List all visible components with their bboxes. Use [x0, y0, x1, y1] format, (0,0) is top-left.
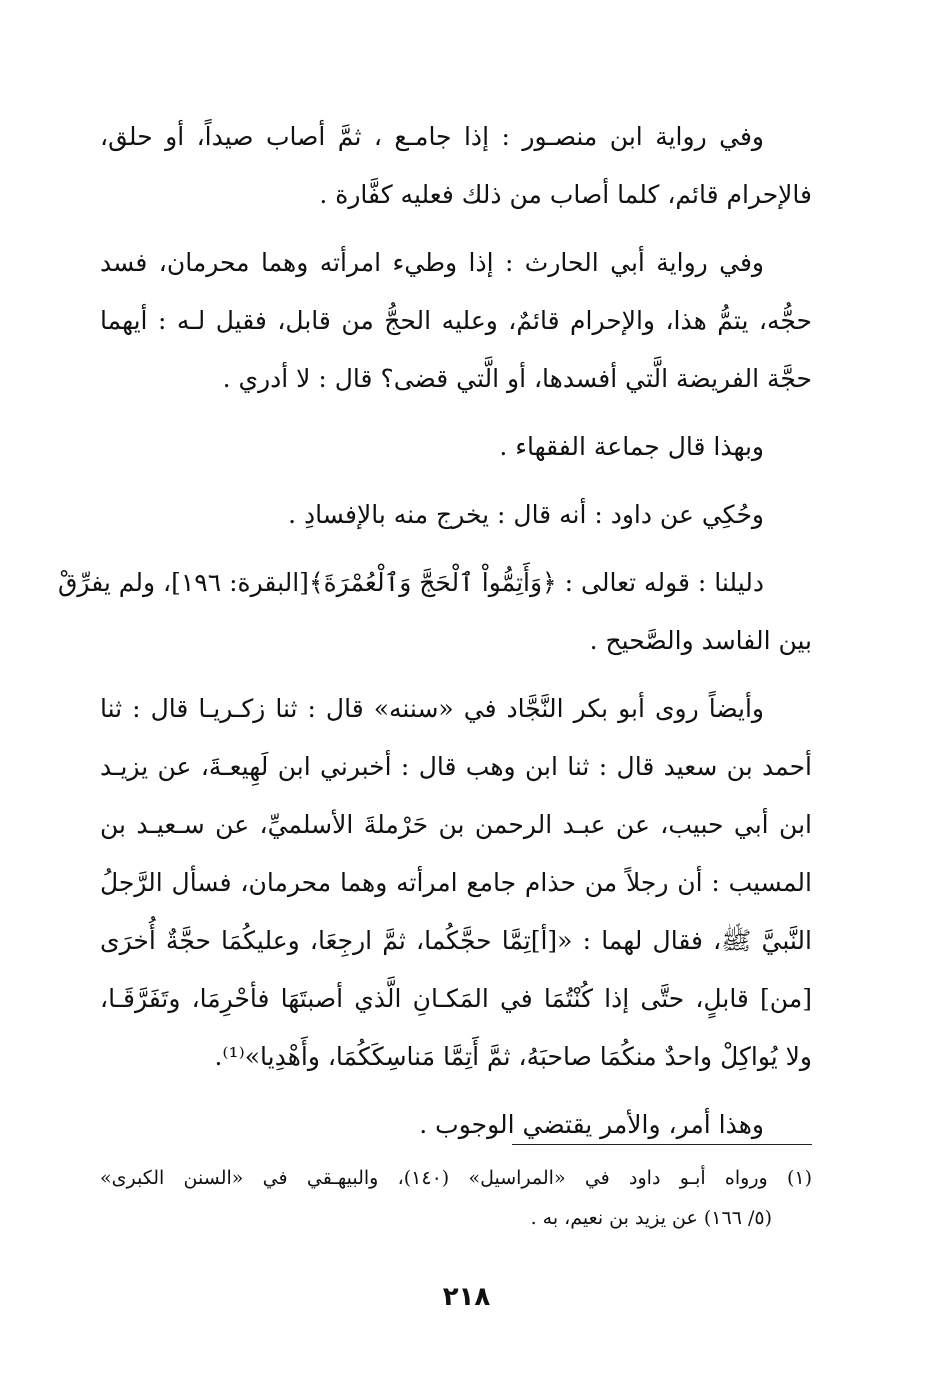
paragraph-2	[100, 234, 812, 408]
text-line: وأيضاً روى أبو بكر النَّجَّاد في «سننه» قال : ثنا زكـريـا قال : ثنا	[100, 694, 764, 723]
text-line: ولا يُواكِلْ واحدٌ منكُمَا صاحبَهُ، ثمَّ أَتِمَّا مَناسِكَكُمَا، وأَهْدِيا»⁽¹⁾.	[214, 1042, 812, 1071]
paragraph-6	[100, 680, 812, 1086]
text-line: فالإحرام قائم، كلما أصاب من ذلك فعليه كفَّارة .	[319, 180, 812, 209]
text-line: النَّبيَّ ﷺ، فقال لهما : «[أ]تِمَّا حجَّكُما، ثمَّ ارجِعَا، وعليكُمَا حجَّةٌ أُخرَى	[100, 926, 812, 955]
text-line: وبهذا قال جماعة الفقهاء .	[499, 432, 764, 461]
footnote-line: (٥/ ١٦٦) عن يزيد بن نعيم، به .	[530, 1207, 772, 1229]
footnote	[100, 1158, 812, 1238]
text-line: أحمد بن سعيد قال : ثنا ابن وهب قال : أخبرني ابن لَهِيعـةَ، عن يزيـد	[100, 752, 812, 781]
paragraph-1	[100, 108, 812, 224]
text-line: بين الفاسد والصَّحيح .	[589, 626, 812, 655]
text-line: وفي رواية ابن منصـور : إذا جامـع ، ثمَّ أصاب صيداً، أو حلق،	[100, 122, 764, 151]
paragraph-7	[100, 1096, 812, 1154]
paragraph-3	[100, 418, 812, 476]
text-line: ابن أبي حبيب، عن عبـد الرحمن بن حَرْملةَ الأسلميِّ، عن سـعيـد بن	[100, 810, 812, 839]
text-line: المسيب : أن رجلاً من حذام جامع امرأته وهما محرمان، فسأل الرَّجلُ	[100, 868, 812, 897]
text-line: وحُكِي عن داود : أنه قال : يخرج منه بالإفسادِ .	[288, 500, 764, 529]
text-line: حجَّة الفريضة الَّتي أفسدها، أو الَّتي قضى؟ قال : لا أدري .	[222, 364, 812, 393]
footnote-divider	[512, 1144, 812, 1145]
text-line: حجُّه، يتمُّ هذا، والإحرام قائمٌ، وعليه الحجُّ من قابل، فقيل لـه : أيهما	[100, 306, 812, 335]
text-line: وفي رواية أبي الحارث : إذا وطيء امرأته وهما محرمان، فسد	[100, 248, 764, 277]
text-line: وهذا أمر، والأمر يقتضي الوجوب .	[419, 1110, 764, 1139]
footnote-line: (١) ورواه أبـو داود في «المراسيل» (١٤٠)، والبيهـقي في «السنن الكبرى»	[100, 1167, 812, 1189]
text-line: دليلنا : قوله تعالى : ﴿وَأَتِمُّواْ ٱلْحَجَّ وَٱلْعُمْرَةَ﴾[البقرة: ١٩٦]، ولم يفرِّقْ	[58, 568, 764, 597]
text-line: [من] قابلٍ، حتَّى إذا كُنْتُمَا في المَكـانِ الَّذي أصبتَهَا فأحْرِمَا، وتَفَرَّقَـا،	[100, 984, 812, 1013]
paragraph-5	[58, 554, 812, 670]
paragraph-4	[100, 486, 812, 544]
page-number: ٢١٨	[442, 1282, 491, 1312]
main-text	[58, 108, 812, 1164]
